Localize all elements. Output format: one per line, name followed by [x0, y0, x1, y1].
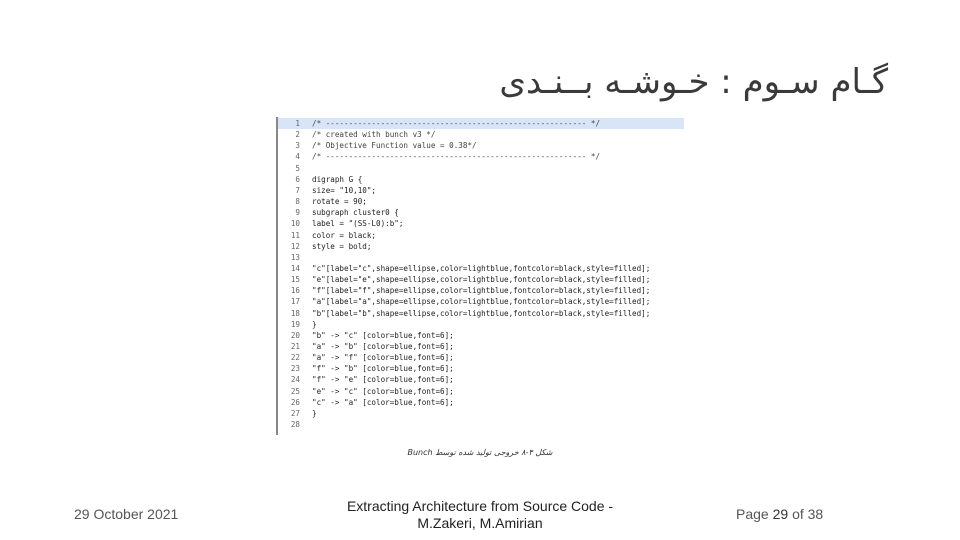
line-text: /* created with bunch v3 */ [312, 130, 436, 140]
footer-title-line2: M.Zakeri, M.Amirian [417, 515, 543, 531]
code-line [278, 352, 454, 363]
line-text: } [312, 319, 317, 329]
line-text: "b" -> "c" [color=blue,font=6]; [312, 330, 454, 340]
code-screenshot [276, 117, 688, 435]
figure-caption [0, 448, 960, 457]
line-number: 11 [290, 230, 300, 240]
line-text: "a" -> "b" [color=blue,font=6]; [312, 342, 454, 351]
code-line [278, 363, 454, 374]
caption-text: شکل ۴-۸ خروجی تولید شده توسط Bunch [407, 448, 553, 457]
line-number: 19 [290, 319, 300, 329]
line-number: 22 [290, 353, 300, 363]
slide-title: گـام سـوم : خـوشـه بــنـدی [499, 62, 888, 102]
line-number: 14 [290, 263, 300, 273]
line-number: 26 [290, 397, 300, 407]
code-line [278, 118, 684, 129]
page-current: 29 [772, 506, 789, 522]
code-line [278, 230, 376, 241]
code-line [278, 140, 477, 151]
line-number: 25 [290, 386, 300, 396]
footer-title [310, 498, 650, 532]
code-line [278, 330, 454, 341]
line-number: 24 [290, 375, 300, 385]
line-number: 27 [290, 408, 300, 418]
footer-title-line1: Extracting Architecture from Source Code - [346, 498, 614, 514]
code-line [278, 207, 399, 218]
line-text: color = black; [312, 230, 377, 240]
line-number: 16 [290, 286, 300, 296]
code-line [278, 308, 650, 319]
page-total: of 38 [792, 506, 824, 522]
line-number: 15 [290, 275, 300, 285]
footer-page-number [736, 506, 823, 522]
line-number: 9 [295, 208, 300, 218]
code-line [278, 129, 435, 140]
line-text: "c"[label="c",shape=ellipse,color=lightblue,fontcolor=black,style=filled]; [312, 263, 651, 273]
code-line [278, 419, 312, 430]
line-text: "b"[label="b",shape=ellipse,color=lightblue,fontcolor=black,style=filled]; [312, 308, 651, 318]
line-text: rotate = 90; [312, 197, 367, 207]
code-line [278, 196, 367, 207]
line-number: 8 [295, 197, 300, 207]
code-line [278, 374, 454, 385]
line-number: 13 [290, 252, 300, 262]
line-number: 18 [290, 308, 300, 318]
line-number: 5 [295, 163, 300, 173]
line-text: "a"[label="a",shape=ellipse,color=lightblue,fontcolor=black,style=filled]; [312, 297, 651, 307]
line-text: digraph G { [312, 174, 363, 184]
line-text: size= "10,10"; [312, 185, 377, 195]
line-number: 6 [295, 174, 300, 184]
line-text: "e"[label="e",shape=ellipse,color=lightblue,fontcolor=black,style=filled]; [312, 275, 651, 285]
code-line [278, 408, 317, 419]
line-text: /* --------------------------------------------------------- */ [312, 152, 601, 162]
line-text: "f"[label="f",shape=ellipse,color=lightblue,fontcolor=black,style=filled]; [312, 286, 651, 296]
line-number: 17 [290, 297, 300, 307]
line-text: } [312, 408, 317, 418]
code-line [278, 397, 454, 408]
line-number: 7 [295, 185, 300, 195]
code-line [278, 296, 650, 307]
code-line [278, 174, 362, 185]
line-number: 10 [290, 219, 300, 229]
line-text: "c" -> "a" [color=blue,font=6]; [312, 397, 454, 407]
line-text: label = "(SS-L0):b"; [312, 219, 404, 229]
line-number: 3 [295, 141, 300, 151]
line-text: /* Objective Function value = 0.38*/ [312, 141, 477, 151]
code-line [278, 285, 650, 296]
code-line [278, 218, 403, 229]
line-text: "a" -> "f" [color=blue,font=6]; [312, 353, 454, 363]
line-text: "e" -> "c" [color=blue,font=6]; [312, 386, 454, 396]
code-line [278, 151, 600, 162]
line-text: /* --------------------------------------------------------- */ [312, 119, 601, 128]
code-line [278, 252, 312, 263]
line-text: "f" -> "e" [color=blue,font=6]; [312, 375, 454, 385]
code-line [278, 185, 376, 196]
code-line [278, 386, 454, 397]
line-text: "f" -> "b" [color=blue,font=6]; [312, 364, 454, 374]
line-number: 21 [290, 342, 300, 351]
code-line [278, 263, 650, 274]
line-number: 12 [290, 241, 300, 251]
line-number: 23 [290, 364, 300, 374]
code-line [278, 341, 454, 352]
line-number: 2 [295, 130, 300, 140]
code-line [278, 241, 371, 252]
line-number: 20 [290, 330, 300, 340]
line-number: 4 [295, 152, 300, 162]
line-text: style = bold; [312, 241, 372, 251]
line-text: subgraph cluster0 { [312, 208, 399, 218]
page-label: Page [736, 506, 769, 522]
line-number: 28 [290, 420, 300, 430]
footer-date: 29 October 2021 [74, 506, 179, 522]
code-line [278, 274, 650, 285]
code-line [278, 319, 317, 330]
code-line [278, 163, 312, 174]
line-number: 1 [295, 119, 300, 128]
